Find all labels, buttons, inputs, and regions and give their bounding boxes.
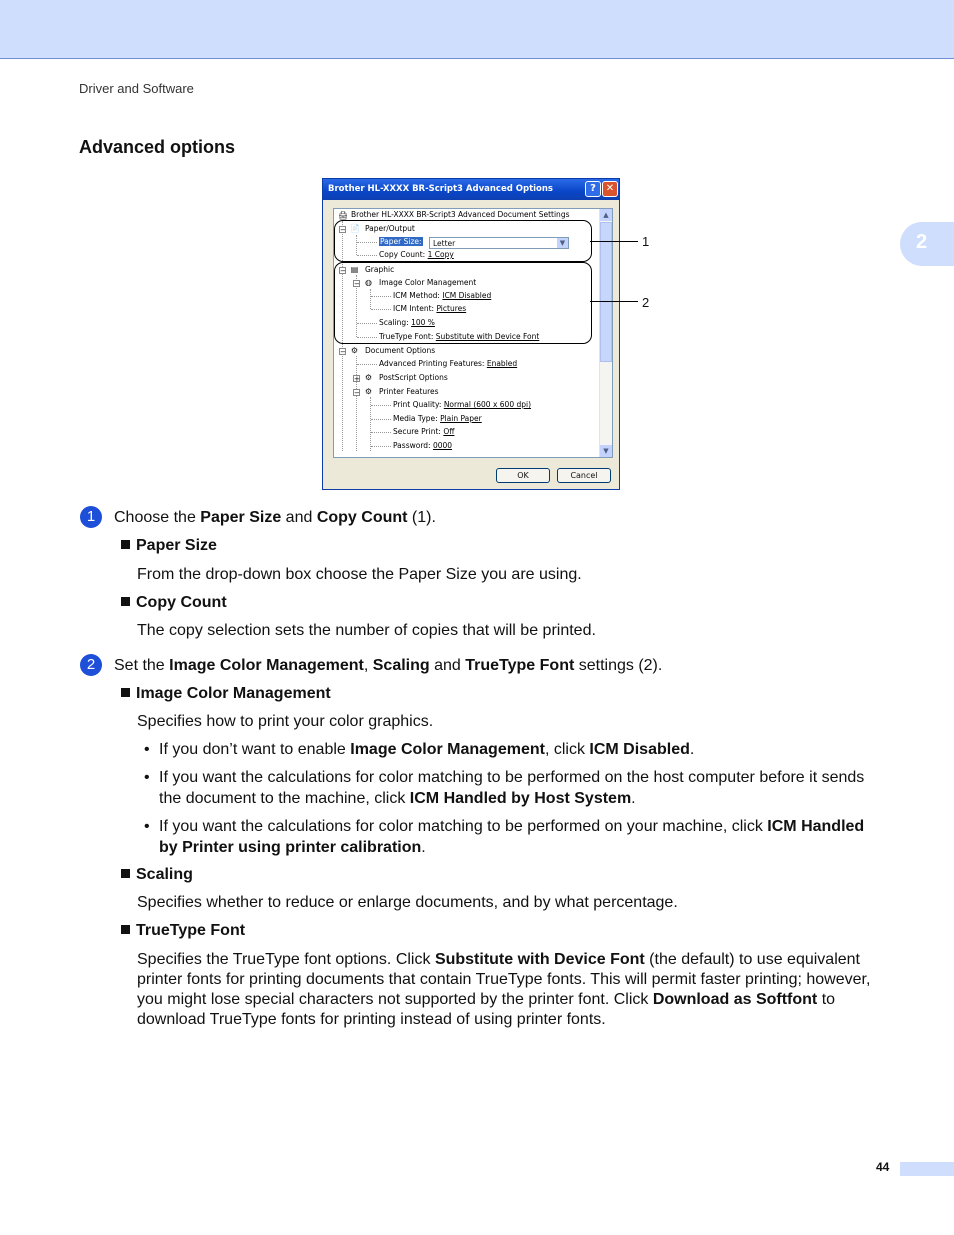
section-title: Advanced options (79, 137, 236, 157)
paper-size-heading: Paper Size (121, 536, 217, 556)
chapter-number: 2 (916, 231, 928, 253)
callout-number-2: 2 (642, 295, 650, 310)
tree-icm-method[interactable]: ICM Method: ICM Disabled (393, 291, 492, 300)
tree-copy-count[interactable]: Copy Count: 1 Copy (379, 250, 454, 259)
expand-icon[interactable]: + (354, 375, 360, 383)
icm-description: Specifies how to print your color graphics. (137, 713, 434, 730)
callout-line-1 (590, 241, 638, 242)
tree-printer-features[interactable]: Printer Features (379, 387, 439, 396)
dialog-titlebar (323, 179, 619, 200)
tree-icm-intent[interactable]: ICM Intent: Pictures (393, 304, 467, 313)
tree-secure-print[interactable]: Secure Print: Off (393, 427, 455, 436)
paper-icon: 📄 (350, 224, 360, 233)
tree-document-options[interactable]: Document Options (365, 346, 436, 355)
icm-bullet-3: • If you want the calculations for color matching to be performed on your machine, click ICM Handled by Printer using printer calibration. (144, 818, 865, 856)
postscript-icon: ⚙ (364, 373, 373, 382)
copy-count-description: The copy selection sets the number of copies that will be printed. (137, 622, 596, 639)
tree-media-type[interactable]: Media Type: Plain Paper (393, 414, 482, 423)
tree-guide (371, 419, 391, 420)
square-bullet-icon (121, 869, 130, 878)
ok-button[interactable]: OK (496, 468, 550, 483)
tree-icm[interactable]: Image Color Management (379, 278, 477, 287)
top-band (0, 0, 954, 59)
tree-truetype-font[interactable]: TrueType Font: Substitute with Device Font (379, 332, 540, 341)
scroll-down-icon[interactable]: ▼ (600, 445, 612, 457)
truetype-heading: TrueType Font (121, 921, 245, 941)
scaling-description: Specifies whether to reduce or enlarge documents, and by what percentage. (137, 894, 678, 911)
tree-guide (371, 446, 391, 447)
tree-guide (356, 356, 357, 451)
close-button[interactable]: ✕ (602, 181, 618, 197)
tree-paper-output[interactable]: Paper/Output (365, 224, 415, 233)
collapse-icon[interactable]: − (354, 280, 360, 288)
chapter-tab (900, 222, 954, 266)
collapse-icon[interactable]: − (340, 348, 346, 356)
chevron-down-icon[interactable]: ▼ (557, 238, 568, 248)
icm-bullet-2: • If you want the calculations for color matching to be performed on the host computer before it sends the document to the machine, click ICM Handled by Host System. (144, 769, 865, 807)
collapse-icon[interactable]: − (340, 226, 346, 234)
scroll-thumb[interactable] (600, 222, 612, 362)
tree-scaling[interactable]: Scaling: 100 % (379, 318, 435, 327)
printer-icon: 🖨 (338, 211, 349, 220)
help-button[interactable]: ? (585, 181, 601, 197)
color-management-icon: ◍ (365, 278, 372, 287)
icm-bullet-1: • If you don’t want to enable Image Color Management, click ICM Disabled. (144, 741, 695, 758)
scroll-up-icon[interactable]: ▲ (600, 209, 612, 221)
collapse-icon[interactable]: − (340, 267, 346, 275)
callout-line-2 (590, 301, 638, 302)
printer-features-icon: ⚙ (364, 387, 373, 396)
tree-guide (357, 364, 377, 365)
tree-guide (371, 405, 391, 406)
tree-postscript-options[interactable]: PostScript Options (379, 373, 448, 382)
collapse-icon[interactable]: − (354, 389, 360, 397)
callout-box-1 (334, 220, 592, 262)
icm-heading: Image Color Management (121, 684, 331, 704)
step-2-text: Set the Image Color Management, Scaling and TrueType Font settings (2). (114, 657, 663, 674)
graphic-icon: ▤ (350, 265, 359, 274)
document-options-icon: ⚙ (350, 346, 359, 355)
callout-number-1: 1 (642, 234, 650, 249)
tree-print-quality[interactable]: Print Quality: Normal (600 x 600 dpi) (393, 400, 532, 409)
cancel-button[interactable]: Cancel (557, 468, 611, 483)
square-bullet-icon (121, 688, 130, 697)
step-number-1: 1 (80, 506, 102, 528)
square-bullet-icon (121, 597, 130, 606)
step-number-2: 2 (80, 654, 102, 676)
copy-count-heading: Copy Count (121, 593, 227, 613)
tree-guide (371, 432, 391, 433)
tree-paper-size-label[interactable]: Paper Size: (380, 237, 422, 246)
paper-size-description: From the drop-down box choose the Paper Size you are using. (137, 566, 582, 583)
paper-size-dropdown[interactable]: Letter ▼ (429, 237, 569, 249)
running-header: Driver and Software (79, 81, 194, 96)
tree-advanced-printing-features[interactable]: Advanced Printing Features: Enabled (379, 359, 518, 368)
page-number: 44 (876, 1160, 890, 1174)
square-bullet-icon (121, 925, 130, 934)
step-1-text: Choose the Paper Size and Copy Count (1). (114, 509, 436, 526)
tree-graphic[interactable]: Graphic (365, 265, 395, 274)
tree-root[interactable]: Brother HL-XXXX BR-Script3 Advanced Document Settings (351, 210, 570, 219)
scaling-heading: Scaling (121, 865, 193, 885)
page-number-bar (900, 1162, 954, 1176)
callout-box-2 (334, 262, 592, 344)
dialog-title: Brother HL-XXXX BR-Script3 Advanced Options (328, 184, 553, 194)
square-bullet-icon (121, 540, 130, 549)
tree-password[interactable]: Password: 0000 (393, 441, 453, 450)
truetype-description: Specifies the TrueType font options. Click Substitute with Device Font (the default) to use equivalent printer fonts for printing documents that contain TrueType fonts. This will permit faster printing; however, you might lose special characters not supported by the printer font. Click Download as Softfont to download TrueType fonts for printing instead of using printer fonts. (137, 951, 871, 1028)
tree-scrollbar[interactable] (599, 209, 612, 457)
